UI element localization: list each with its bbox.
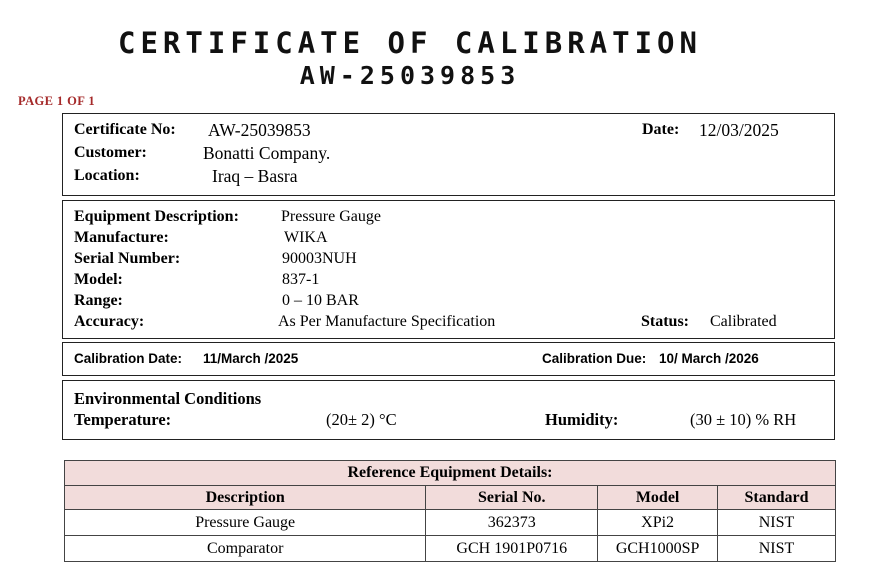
range-value: 0 – 10 BAR	[282, 292, 359, 309]
humidity-value: (30 ± 10) % RH	[690, 410, 797, 429]
customer-value: Bonatti Company.	[203, 143, 331, 163]
serial-number-label: Serial Number:	[74, 250, 181, 267]
serial-number-value: 90003NUH	[282, 250, 357, 267]
location-label: Location:	[74, 167, 140, 184]
customer-label: Customer:	[74, 144, 147, 161]
table-row	[65, 536, 836, 562]
accuracy-value: As Per Manufacture Specification	[278, 313, 496, 330]
column-header-serial-no: Serial No.	[426, 486, 598, 510]
column-header-model: Model	[598, 486, 718, 510]
calibration-due-value: 10/ March /2026	[659, 351, 759, 366]
cell-standard: NIST	[718, 510, 836, 536]
environmental-conditions-box	[62, 380, 835, 440]
cell-serial-no: 362373	[426, 510, 598, 536]
certificate-id-heading: AW-25039853	[299, 61, 521, 90]
table-header-row	[65, 486, 836, 510]
equipment-details-box	[62, 200, 835, 339]
manufacture-value: WIKA	[284, 229, 328, 246]
certificate-title: CERTIFICATE OF CALIBRATION	[118, 26, 702, 60]
cell-model: XPi2	[598, 510, 718, 536]
certificate-number-label: Certificate No:	[74, 121, 176, 138]
column-header-standard: Standard	[718, 486, 836, 510]
calibration-date-label: Calibration Date:	[74, 351, 183, 366]
equipment-description-value: Pressure Gauge	[281, 208, 381, 225]
table-title-row	[65, 461, 836, 486]
manufacture-label: Manufacture:	[74, 229, 169, 246]
cell-serial-no: GCH 1901P0716	[426, 536, 598, 562]
column-header-description: Description	[65, 486, 426, 510]
accuracy-label: Accuracy:	[74, 313, 145, 330]
page-indicator: PAGE 1 OF 1	[18, 94, 95, 108]
temperature-label: Temperature:	[74, 410, 172, 429]
temperature-value: (20± 2) °C	[326, 410, 397, 429]
cell-model: GCH1000SP	[598, 536, 718, 562]
status-label: Status:	[641, 313, 690, 330]
calibration-due-label: Calibration Due:	[542, 351, 647, 366]
calibration-dates-box	[62, 342, 835, 376]
table-row	[65, 510, 836, 536]
cell-standard: NIST	[718, 536, 836, 562]
status-value: Calibrated	[710, 313, 777, 330]
range-label: Range:	[74, 292, 123, 309]
location-value: Iraq – Basra	[212, 166, 298, 186]
equipment-description-label: Equipment Description:	[74, 208, 239, 225]
reference-table-title: Reference Equipment Details:	[65, 461, 836, 486]
calibration-date-value: 11/March /2025	[203, 351, 299, 366]
reference-equipment-table	[64, 460, 836, 562]
cell-description: Pressure Gauge	[65, 510, 426, 536]
date-label: Date:	[642, 121, 680, 138]
model-value: 837-1	[282, 271, 320, 288]
certificate-info-box	[62, 113, 835, 196]
environmental-conditions-heading: Environmental Conditions	[74, 389, 262, 408]
cell-description: Comparator	[65, 536, 426, 562]
date-value: 12/03/2025	[699, 120, 779, 140]
certificate-number-value: AW-25039853	[208, 120, 311, 140]
model-label: Model:	[74, 271, 123, 288]
humidity-label: Humidity:	[545, 410, 619, 429]
